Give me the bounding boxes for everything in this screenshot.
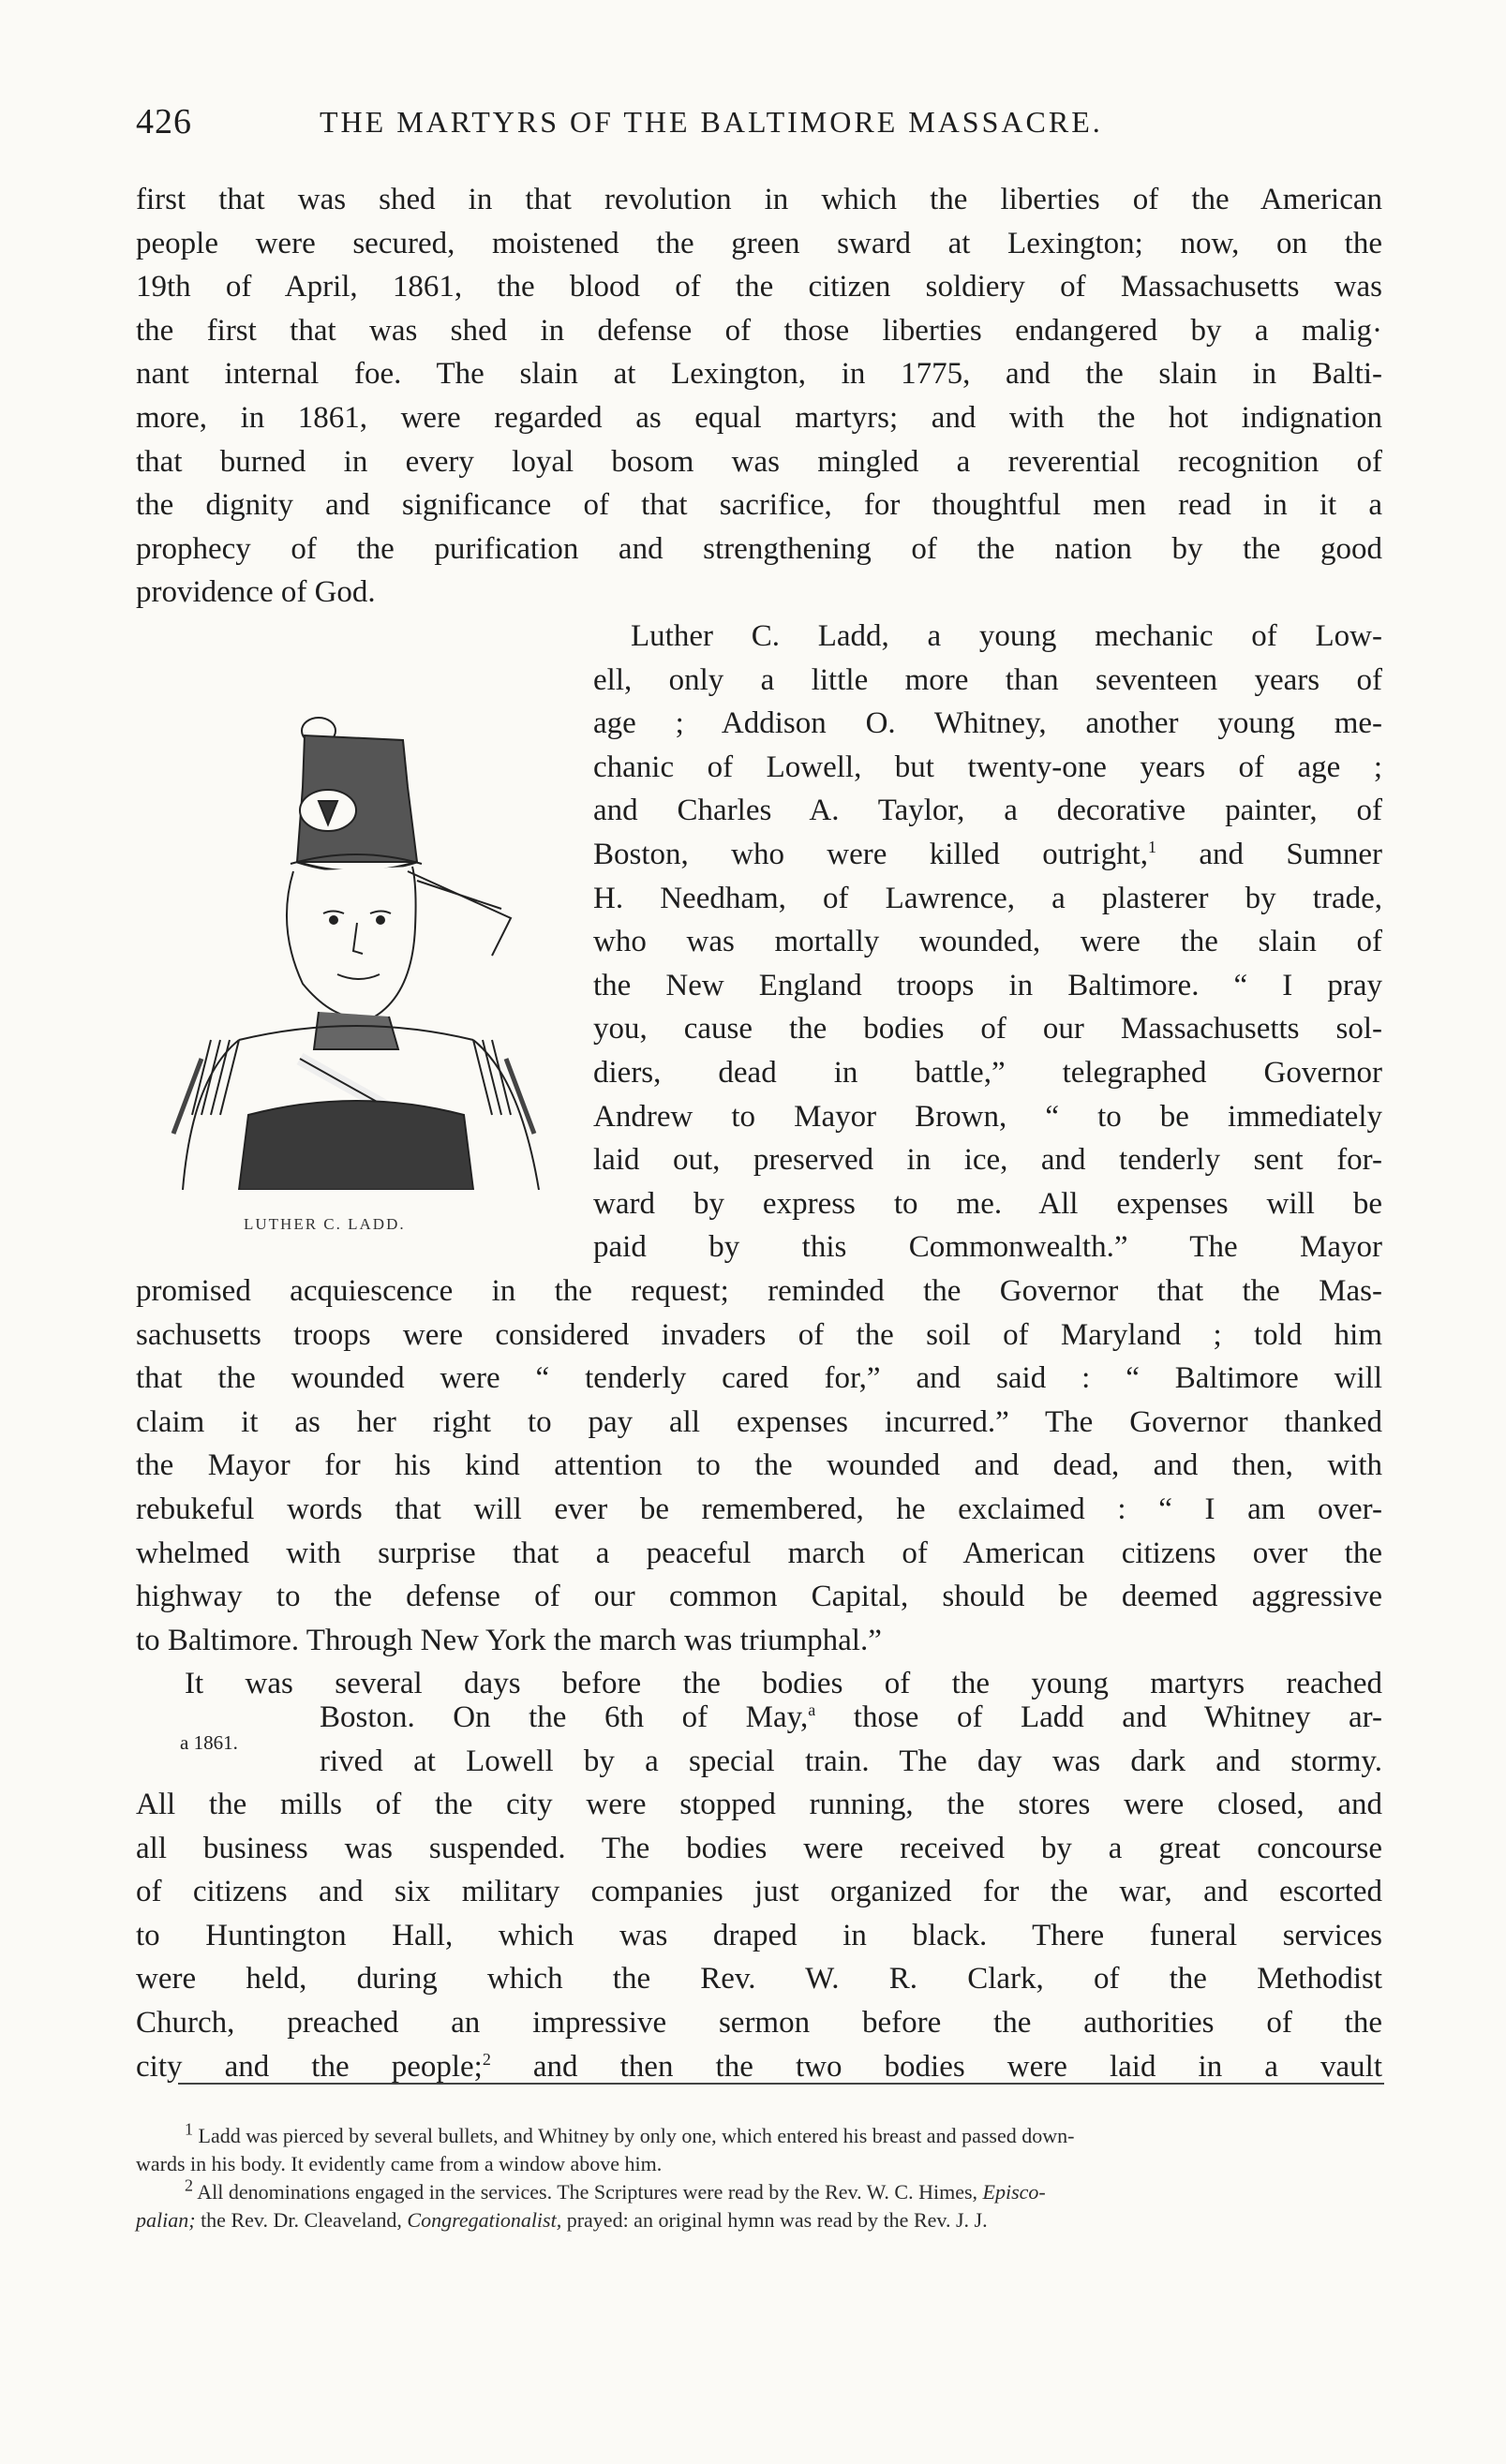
text-span: and then the two bodies were laid in a vault [490,2049,1382,2084]
footnote-rule [178,2083,1384,2085]
text-line: ward by express to me. All expenses will be [593,1186,1382,1221]
text-line: the Mayor for his kind attention to the wounded and dead, and then, with [136,1448,1382,1483]
running-head [136,101,1382,148]
footnote-text: prayed: an original hymn was read by the Rev. J. J. [566,2208,988,2232]
text-line: age ; Addison O. Whitney, another young me- [593,706,1382,741]
text-line: of citizens and six military companies just organized for the war, and escorted [136,1875,1382,1909]
portrait-engraving [136,646,581,1190]
text-line: chanic of Lowell, but twenty-one years of age ; [593,750,1382,784]
text-line: to Baltimore. Through New York the march was triumphal.” [136,1623,882,1657]
text-line: 19th of April, 1861, the blood of the citizen soldiery of Massachusetts was [136,270,1382,304]
text-line: more, in 1861, were regarded as equal martyrs; and with the hot indignation [136,400,1382,435]
footnote-1-line [136,2119,1382,2150]
text-line: the New England troops in Baltimore. “ I pray [593,968,1382,1002]
text-line: providence of God. [136,575,376,610]
footnote-number: 1 [185,2119,193,2139]
text-line: Church, preached an impressive sermon before the authorities of the [136,2005,1382,2040]
text-line: promised acquiescence in the request; reminded the Governor that the Mas- [136,1274,1382,1308]
paragraph-mayor [136,1269,1382,1706]
text-line: laid out, preserved in ice, and tenderly sent for- [593,1143,1382,1178]
text-line: that burned in every loyal bosom was mingled a reverential recognition of [136,444,1382,479]
text-line: diers, dead in battle,” telegraphed Governor [593,1055,1382,1090]
footnote-text: All denominations engaged in the services. The Scriptures were read by the Rev. W. C. Himes, [197,2180,978,2204]
text-span: city and the people; [136,2049,483,2084]
footnote-italic: Episco- [982,2180,1046,2204]
paragraph-indented [320,1696,1382,1783]
text-line: It was several days before the bodies of the young martyrs reached [185,1667,1382,1701]
text-line: you, cause the bodies of our Massachusetts sol- [593,1012,1382,1046]
footnote-marker: 2 [482,2049,491,2069]
footnote-1-line: wards in his body. It evidently came from a window above him. [136,2152,663,2175]
text-line: and Charles A. Taylor, a decorative painter, of [593,794,1382,828]
text-line: first that was shed in that revolution in which the liberties of the American [136,183,1382,216]
text-line: All the mills of the city were stopped running, the stores were closed, and [136,1788,1382,1821]
text-line: all business was suspended. The bodies were received by a great concourse [136,1831,1382,1865]
portrait-illustration [136,646,581,1190]
footnote-2-line [136,2175,1382,2206]
paragraph-opening [136,178,1382,615]
text-line: to Huntington Hall, which was draped in black. There funeral services [136,1918,1382,1952]
running-title: THE MARTYRS OF THE BALTIMORE MASSACRE. [320,105,1103,139]
text-line: paid by this Commonwealth.” The Mayor [593,1230,1382,1265]
text-line: that the wounded were “ tenderly cared for,” and said : “ Baltimore will [136,1361,1382,1396]
footnote-number: 2 [185,2175,193,2195]
footnote-italic: palian; [136,2208,196,2232]
text-line: claim it as her right to pay all expenses incurred.” The Governor thanked [136,1404,1382,1439]
portrait-caption: LUTHER C. LADD. [244,1215,406,1233]
text-line: prophecy of the purification and strengthening of the nation by the good [136,531,1382,566]
text-line: rebukeful words that will ever be remembered, he exclaimed : “ I am over- [136,1492,1382,1526]
text-span: Boston. On the 6th of May, [320,1700,809,1734]
text-line: highway to the defense of our common Capital, should be deemed aggressive [136,1580,1382,1614]
text-span: and Sumner [1156,837,1382,871]
text-line: H. Needham, of Lawrence, a plasterer by trade, [593,881,1382,915]
text-line: rived at Lowell by a special train. The day was dark and stormy. [320,1744,1382,1778]
text-line: who was mortally wounded, were the slain of [593,925,1382,959]
text-line: Luther C. Ladd, a young mechanic of Low- [631,619,1382,653]
text-line: sachusetts troops were considered invaders of the soil of Maryland ; told him [136,1317,1382,1352]
footnote-text: Ladd was pierced by several bullets, and Whitney by only one, which entered his breast and passed down- [198,2124,1075,2147]
text-line: whelmed with surprise that a peaceful march of American citizens over the [136,1536,1382,1570]
text-line: ell, only a little more than seventeen years of [593,662,1382,697]
paragraph-ladd [593,615,1382,1269]
text-line: Andrew to Mayor Brown, “ to be immediately [593,1099,1382,1134]
text-line-with-footnote [593,833,1382,877]
text-line: the first that was shed in defense of those liberties endangered by a malig· [136,313,1382,348]
text-line: were held, during which the Rev. W. R. Clark, of the Methodist [136,1962,1382,1996]
page-number: 426 [136,102,192,141]
footnote-marker: 1 [1148,837,1156,856]
text-line: the dignity and significance of that sacrifice, for thoughtful men read in it a [136,488,1382,523]
footnote-text: the Rev. Dr. Cleaveland, [201,2208,402,2232]
footnote-2-line [136,2206,1382,2234]
sidenote-marker: a [808,1700,816,1719]
text-span: Boston, who were killed outright, [593,837,1148,871]
footnotes [136,2119,1382,2234]
text-line-with-sidenote [320,1696,1382,1740]
paragraph-funeral [136,1783,1382,2088]
text-span: those of Ladd and Whitney ar- [815,1700,1382,1734]
footnote-italic: Congregationalist, [407,2208,562,2232]
text-line: people were secured, moistened the green sward at Lexington; now, on the [136,226,1382,260]
text-line: nant internal foe. The slain at Lexington, in 1775, and the slain in Balti- [136,357,1382,392]
margin-date-note: a 1861. [180,1731,238,1754]
